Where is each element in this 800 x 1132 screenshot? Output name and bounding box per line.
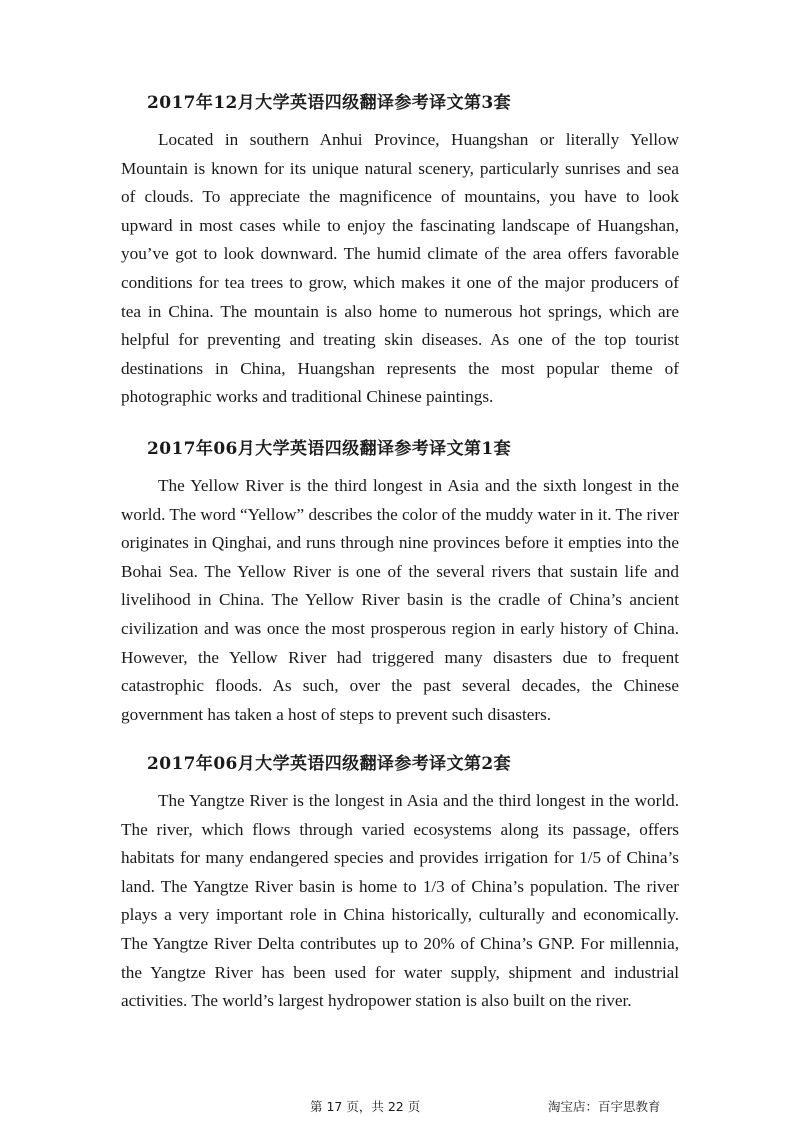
shop-credit: 淘宝店：百宇思教育	[548, 1099, 661, 1114]
section-title-2017-06-set-2: 2017年06月大学英语四级翻译参考译文第2套	[147, 754, 511, 774]
translation-paragraph-huangshan: Located in southern Anhui Province, Huangshan or literally Yellow Mountain is known for its unique natural scenery, particularly sunrises and sea of clouds. To appreciate the magnificence of mountains, you have to look upward in most cases while to enjoy the fascinating landscape of Huangshan, you’ve got to look downward. The humid climate of the area offers favorable conditions for tea trees to grow, which makes it one of the major producers of tea in China. The mountain is also home to numerous hot springs, which are helpful for preventing and treating skin diseases. As one of the top tourist destinations in China, Huangshan represents the most popular theme of photographic works and traditional Chinese paintings.	[121, 130, 679, 407]
translation-paragraph-yangtze-river: The Yangtze River is the longest in Asia and the third longest in the world. The river, which flows through varied ecosystems along its passage, offers habitats for many endangered species and provides irrigation for 1/5 of China’s land. The Yangtze River basin is home to 1/3 of China’s population. The river plays a very important role in China historically, culturally and economically. The Yangtze River Delta contributes up to 20% of China’s GNP. For millennia, the Yangtze River has been used for water supply, shipment and industrial activities. The world’s largest hydropower station is also built on the river.	[121, 791, 679, 1011]
section-title-2017-06-set-1: 2017年06月大学英语四级翻译参考译文第1套	[147, 439, 511, 459]
page-number: 第 17 页，共 22 页	[310, 1099, 421, 1114]
translation-paragraph-yellow-river: The Yellow River is the third longest in Asia and the sixth longest in the world. The word “Yellow” describes the color of the muddy water in it. The river originates in Qinghai, and runs through nine provinces before it empties into the Bohai Sea. The Yellow River is one of the several rivers that sustain life and livelihood in China. The Yellow River basin is the cradle of China’s ancient civilization and was once the most prosperous region in early history of China. However, the Yellow River had triggered many disasters due to frequent catastrophic floods. As such, over the past several decades, the Chinese government has taken a host of steps to prevent such disasters.	[121, 476, 679, 724]
section-title-2017-12-set-3: 2017年12月大学英语四级翻译参考译文第3套	[147, 93, 511, 113]
